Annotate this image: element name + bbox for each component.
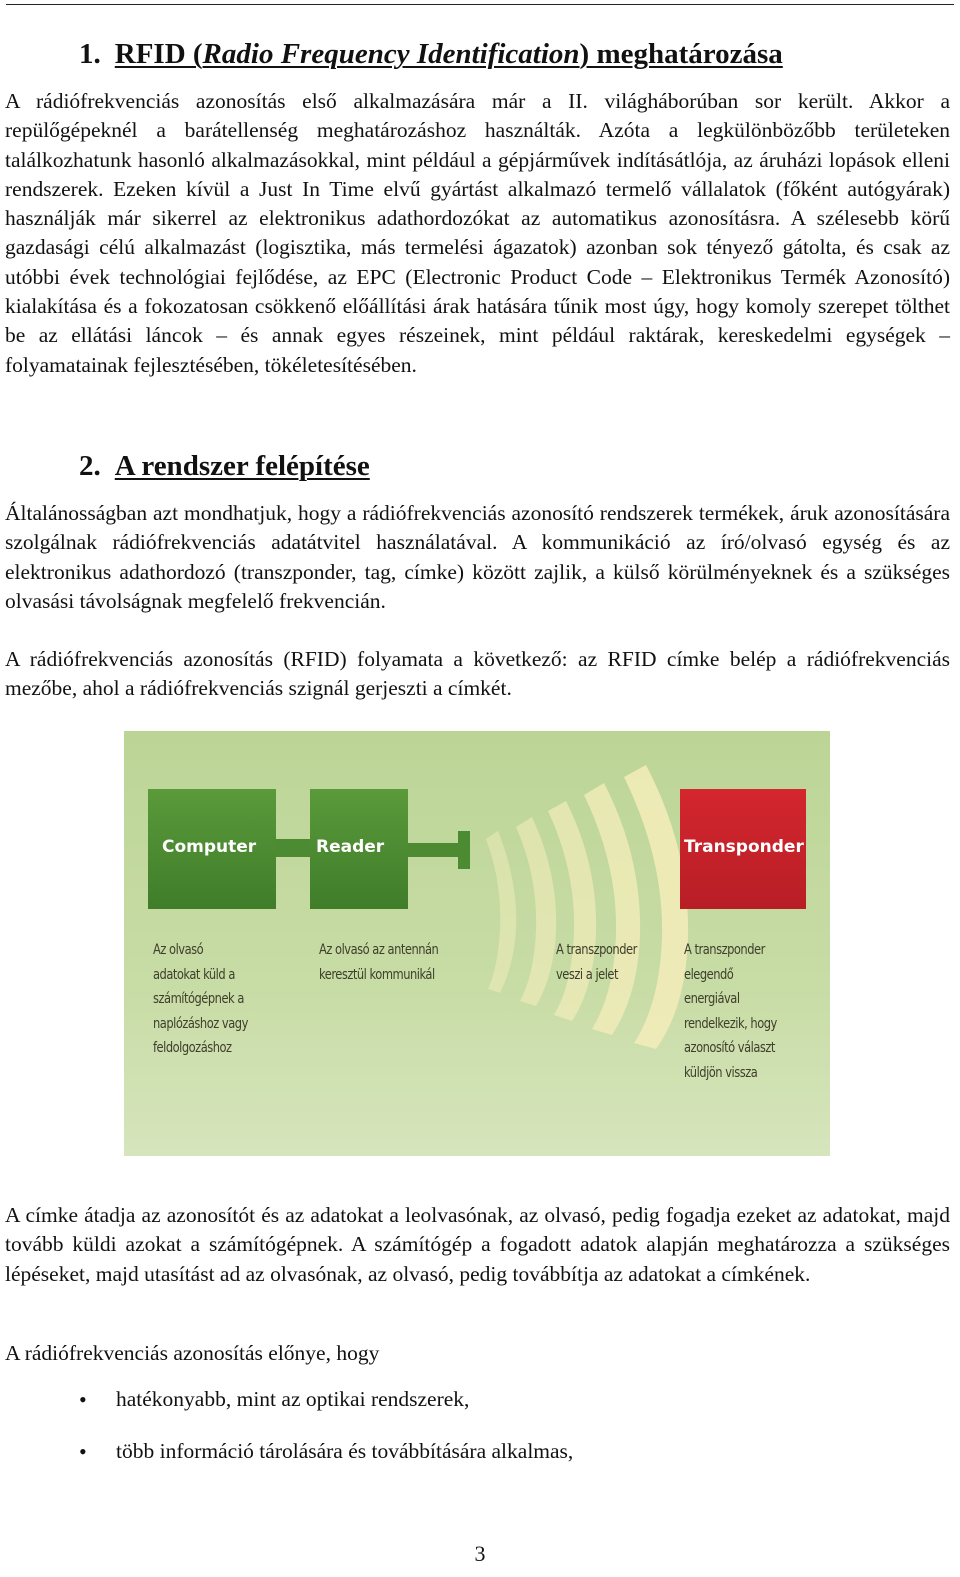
section-2-number: 2. [79,450,101,482]
advantages-list [5,1385,950,1489]
list-item: • hatékonyabb, mint az optikai rendszerek, [5,1385,950,1414]
transponder-label: Transponder [684,837,804,857]
caption-computer: Az olvasó adatokat küld a számítógépnek a naplózáshoz vagy feldolgozáshoz [153,942,248,1056]
section-1-heading [79,38,783,71]
reader-antenna [404,843,464,857]
section-1-title-part1: RFID ( [114,38,203,70]
section-2-title: A rendszer felépítése [114,450,370,482]
paragraph-rfid-process: A rádiófrekvenciás azonosítás (RFID) folyamata a következő: az RFID címke belép a rádiófrekvenciás mezőbe, ahol a rádiófrekvenciás szignál gerjeszti a címkét. [5,647,950,701]
section-2-heading [79,450,370,483]
paragraph-system-overview: Általánosságban azt mondhatjuk, hogy a rádiófrekvenciás azonosító rendszerek termékek, áruk azonosítására szolgálnak rádiófrekvenciás adatátvitel használatával. A kommunikáció az író/olvasó egység és az elektronikus adathordozó (transzponder, tag, címke) között zajlik, a külső körülményeknek és a szükséges olvasási távolságnak megfelelő frekvencián. [5,501,950,613]
top-rule [6,4,954,5]
section-1-title-italic: Radio Frequency Identification [202,38,580,70]
section-1-title-part2: ) meghatározása [579,38,783,70]
computer-reader-link [274,839,314,857]
rfid-diagram [124,731,830,1156]
caption-signal: A transzponder veszi a jelet [556,942,637,983]
reader-label: Reader [316,837,385,857]
caption-reader: Az olvasó az antennán keresztül kommunikál [319,942,439,983]
computer-label: Computer [162,837,257,857]
paragraph-advantages-intro: A rádiófrekvenciás azonosítás előnye, hogy [5,1341,380,1365]
reader-antenna-tip [458,831,470,869]
section-1-number: 1. [79,38,101,70]
paragraph-history: A rádiófrekvenciás azonosítás első alkalmazására már a II. világháborúban sor került. Akkor a repülőgépeknél a barátellenség meghatározáshoz használták. Azóta a legkülönbözőbb területeken találkozhatunk hasonló alkalmazásokkal, mint például a gépjárművek indításátlója, az áruházi lopások elleni rendszerek. Ezeken kívül a Just In Time elvű gyártást alkalmazó termelő vállalatok (főként autógyárak) használják már sikerrel az elektronikus adathordozókat az automatikus azonosításra. A szélesebb körű gazdasági célú alkalmazást (logisztika, más termelési ágazatok) azonban sok tényező gátolta, és csak az utóbbi évek technológiai fejlődése, az EPC (Electronic Product Code – Elektronikus Termék Azonosító) kialakítása és a fokozatosan csökkenő előállítási árak hatására tűnik most úgy, hogy komoly szerepet tölthet be az ellátási láncok – és annak egyes részeinek, mint például raktárak, kereskedelmi egységek – folyamatainak fejlesztésében, tökéletesítésében. [5,89,950,377]
paragraph-data-flow: A címke átadja az azonosítót és az adatokat a leolvasónak, az olvasó, pedig fogadja ezeket az adatokat, majd tovább küldi azokat a számítógépnek. A számítógép a fogadott adatok alapján meghatározza a szükséges lépéseket, majd utasítást ad az olvasónak, az olvasó, pedig továbbítja az adatokat a címkének. [5,1203,950,1286]
caption-transponder: A transzponder elegendő energiával rendelkezik, hogy azonosító választ küldjön vissza [684,942,777,1081]
page-number: 3 [474,1541,486,1566]
list-item: • több információ tárolására és továbbítására alkalmas, [5,1437,950,1466]
